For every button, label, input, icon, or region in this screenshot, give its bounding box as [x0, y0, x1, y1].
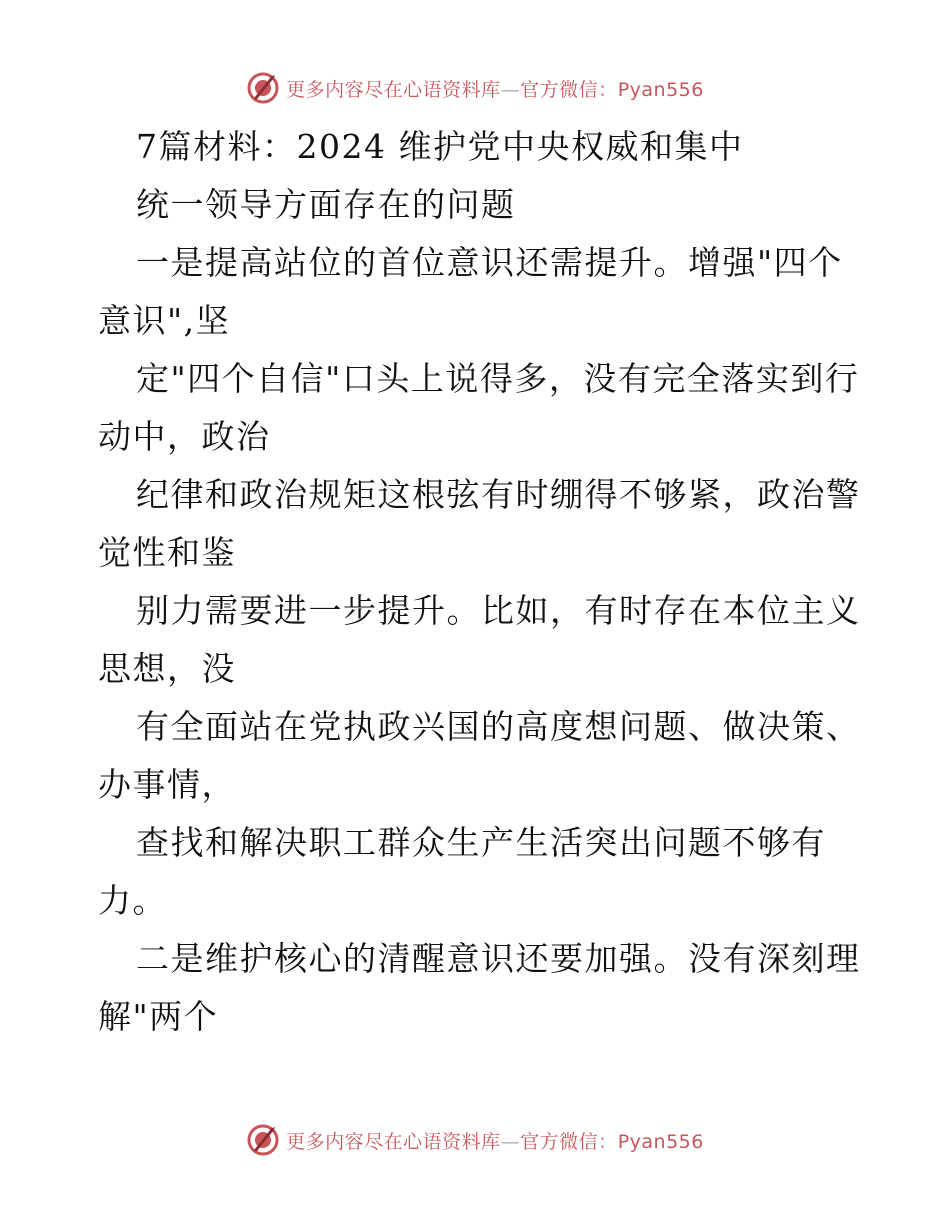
watermark-label: 官方微信： — [520, 1130, 618, 1153]
watermark-dash: — — [500, 78, 521, 101]
document-line: 解"两个 — [98, 997, 219, 1036]
document-line: 有全面站在党执政兴国的高度想问题、做决策、 — [136, 707, 861, 746]
pen-circle-logo-icon — [246, 1123, 280, 1157]
document-line: 力。 — [98, 881, 167, 920]
document-line: 意识",坚 — [98, 301, 231, 340]
watermark-dash: — — [500, 1130, 521, 1153]
document-line: 二是维护核心的清醒意识还要加强。没有深刻理 — [136, 939, 861, 978]
watermark-label: 官方微信： — [520, 78, 618, 101]
watermark-text: 更多内容尽在心语资料库 — [286, 1130, 501, 1153]
document-body — [98, 118, 861, 1046]
document-line: 别力需要进一步提升。比如，有时存在本位主义 — [136, 591, 861, 630]
document-line: 办事情， — [98, 765, 236, 804]
watermark-text: 更多内容尽在心语资料库 — [286, 78, 501, 101]
document-line: 思想，没 — [98, 649, 236, 688]
document-line: 7篇材料：2024 维护党中央权威和集中 — [136, 127, 744, 166]
watermark-banner-bottom — [0, 1120, 950, 1160]
document-line: 定"四个自信"口头上说得多，没有完全落实到行 — [136, 359, 860, 398]
document-line: 动中，政治 — [98, 417, 271, 456]
document-line: 觉性和鉴 — [98, 533, 236, 572]
document-line: 一是提高站位的首位意识还需提升。增强"四个 — [136, 243, 843, 282]
pen-circle-logo-icon — [246, 71, 280, 105]
document-line: 统一领导方面存在的问题 — [136, 185, 516, 224]
document-line: 纪律和政治规矩这根弦有时绷得不够紧，政治警 — [136, 475, 861, 514]
watermark-banner-top — [0, 68, 950, 108]
watermark-id: Pyan556 — [617, 78, 704, 101]
document-line: 查找和解决职工群众生产生活突出问题不够有 — [136, 823, 826, 862]
watermark-id: Pyan556 — [617, 1130, 704, 1153]
